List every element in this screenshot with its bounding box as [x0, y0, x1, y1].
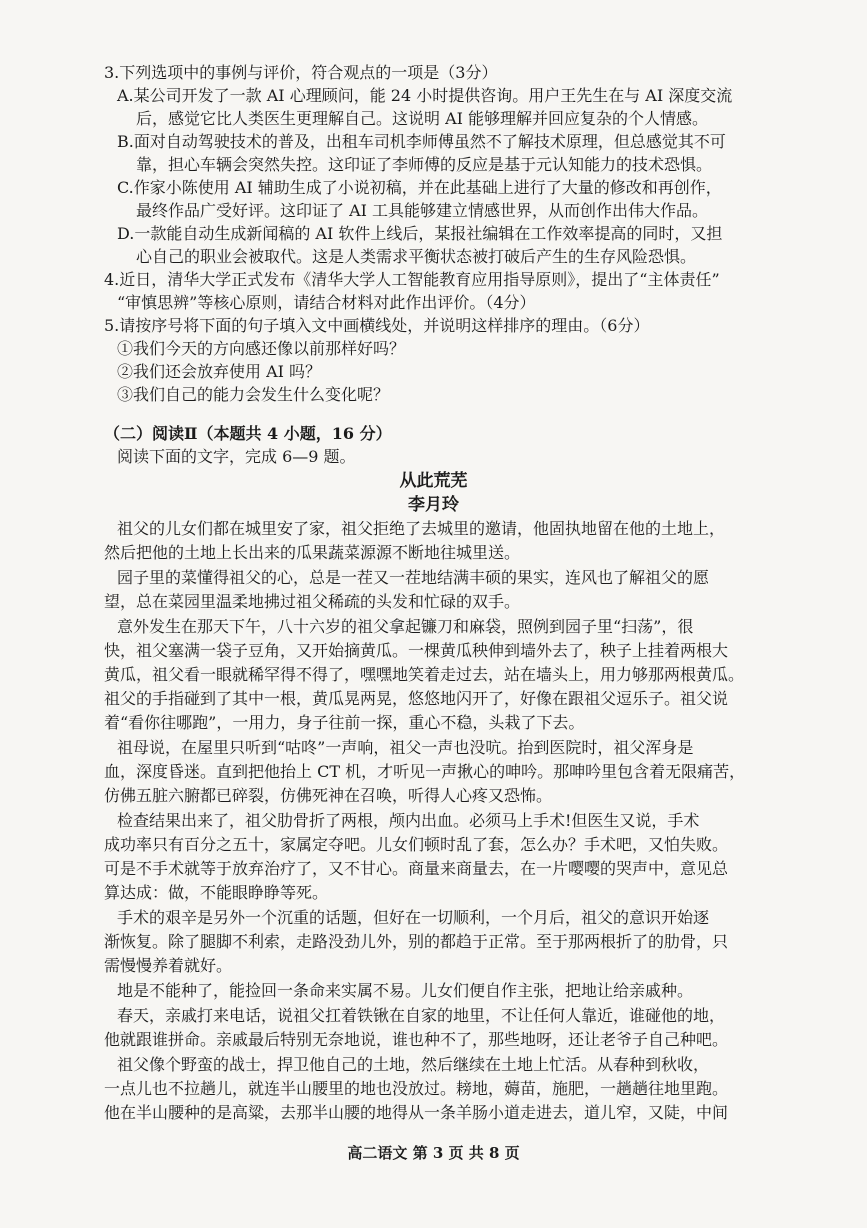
section-heading: （二）阅读Ⅱ（本题共 4 小题，16 分）: [104, 424, 392, 443]
section-instruction: 阅读下面的文字，完成 6—9 题。: [117, 447, 356, 466]
article-line: 祖父像个野蛮的战士，捍卫他自己的土地，然后继续在土地上忙活。从春种到秋收，: [117, 1055, 710, 1074]
article-line: 可是不手术就等于放弃治疗了，又不甘心。商量来商量去，在一片嘤嘤的哭声中，意见总: [104, 859, 729, 878]
q3-option-c-line1: C.作家小陈使用 AI 辅助生成了小说初稿，并在此基础上进行了大量的修改和再创作，: [117, 178, 722, 197]
q3-option-b-line1: B.面对自动驾驶技术的普及，出租车司机李师傅虽然不了解技术原理，但总感觉其不可: [117, 132, 726, 151]
article-line: 意外发生在那天下午，八十六岁的祖父拿起镰刀和麻袋，照例到园子里“扫荡”，很: [117, 617, 694, 636]
q5-item-1: ①我们今天的方向感还像以前那样好吗？: [117, 339, 406, 358]
article-line: 园子里的菜懂得祖父的心，总是一茬又一茬地结满丰硕的果实，连风也了解祖父的愿: [117, 568, 710, 587]
article-line: 快，祖父塞满一袋子豆角，又开始摘黄瓜。一棵黄瓜秧伸到墙外去了，秧子上挂着两根大: [104, 641, 729, 660]
article-line: 春天，亲戚打来电话，说祖父扛着铁锹在自家的地里，不让任何人靠近，谁碰他的地，: [117, 1006, 726, 1025]
page-footer: 高二语文 第 3 页 共 8 页: [347, 1144, 520, 1162]
q3-stem: 3.下列选项中的事例与评价，符合观点的一项是（3分）: [104, 63, 498, 82]
article-line: 望，总在菜园里温柔地拂过祖父稀疏的头发和忙碌的双手。: [104, 592, 521, 611]
q5-item-2: ②我们还会放弃使用 AI 吗？: [117, 362, 322, 381]
article-line: 地是不能种了，能捡回一条命来实属不易。儿女们便自作主张，把地让给亲戚种。: [117, 981, 694, 1000]
article-line: 检查结果出来了，祖父肋骨折了两根，颅内出血。必须马上手术!但医生又说，手术: [117, 811, 700, 830]
article-line: 黄瓜，祖父看一眼就稀罕得不得了，嘿嘿地笑着走过去，站在墙头上，用力够那两根黄瓜。: [104, 665, 745, 684]
article-line: 然后把他的土地上长出来的瓜果蔬菜源源不断地往城里送。: [104, 543, 521, 562]
q3-option-b-line2: 靠，担心车辆会突然失控。这印证了李师傅的反应是基于元认知能力的技术恐惧。: [136, 155, 713, 174]
article-line: 他在半山腰种的是高粱，去那半山腰的地得从一条羊肠小道走进去，道儿窄，又陡，中间: [104, 1103, 729, 1122]
article-line: 算达成：做，不能眼睁睁等死。: [104, 883, 329, 902]
q3-option-c-line2: 最终作品广受好评。这印证了 AI 工具能够建立情感世界，从而创作出伟大作品。: [136, 201, 709, 220]
article-line: 手术的艰辛是另外一个沉重的话题，但好在一切顺利，一个月后，祖父的意识开始逐: [117, 908, 710, 927]
article-title: 从此荒芜: [399, 471, 468, 491]
article-line: 祖母说，在屋里只听到“咕咚”一声响，祖父一声也没吭。抬到医院时，祖父浑身是: [117, 738, 694, 757]
q5-stem: 5.请按序号将下面的句子填入文中画横线处，并说明这样排序的理由。（6分）: [104, 316, 650, 335]
article-line: 仿佛五脏六腑都已碎裂，仿佛死神在召唤，听得人心疼又恐怖。: [104, 786, 553, 805]
article-line: 成功率只有百分之五十，家属定夺吧。儿女们顿时乱了套，怎么办？手术吧，又怕失败。: [104, 835, 729, 854]
article-line: 着“看你往哪跑”，一用力，身子往前一探，重心不稳，头栽了下去。: [104, 713, 585, 732]
article-line: 一点儿也不拉趟儿，就连半山腰里的地也没放过。耪地，薅苗，施肥，一趟趟往地里跑。: [104, 1079, 729, 1098]
q3-option-a-line1: A.某公司开发了一款 AI 心理顾问，能 24 小时提供咨询。用户王先生在与 AI 深度交流: [117, 86, 733, 105]
q4-line1: 4.近日，清华大学正式发布《清华大学人工智能教育应用指导原则》，提出了“主体责任”: [104, 270, 720, 289]
q3-option-a-line2: 后，感觉它比人类医生更理解自己。这说明 AI 能够理解并回应复杂的个人情感。: [136, 109, 709, 128]
q5-item-3: ③我们自己的能力会发生什么变化呢？: [117, 385, 390, 404]
q3-option-d-line1: D.一款能自动生成新闻稿的 AI 软件上线后，某报社编辑在工作效率提高的同时，又担: [117, 224, 723, 243]
q3-option-d-line2: 心自己的职业会被取代。这是人类需求平衡状态被打破后产生的生存风险恐惧。: [136, 247, 697, 266]
article-line: 祖父的儿女们都在城里安了家，祖父拒绝了去城里的邀请，他固执地留在他的土地上，: [117, 519, 726, 538]
article-line: 他就跟谁拼命。亲戚最后特别无奈地说，谁也种不了，那些地呀，还让老爷子自己种吧。: [104, 1030, 729, 1049]
article-line: 祖父的手指碰到了其中一根，黄瓜晃两晃，悠悠地闪开了，好像在跟祖父逗乐子。祖父说: [104, 689, 729, 708]
q4-line2: “审慎思辨”等核心原则，请结合材料对此作出评价。（4分）: [117, 293, 536, 312]
article-line: 渐恢复。除了腿脚不利索，走路没劲儿外，别的都趋于正常。至于那两根折了的肋骨，只: [104, 932, 729, 951]
article-line: 血，深度昏迷。直到把他抬上 CT 机，才听见一声揪心的呻吟。那呻吟里包含着无限痛苦，: [104, 762, 746, 781]
article-line: 需慢慢养着就好。: [104, 956, 233, 975]
article-author: 李月玲: [408, 495, 459, 515]
